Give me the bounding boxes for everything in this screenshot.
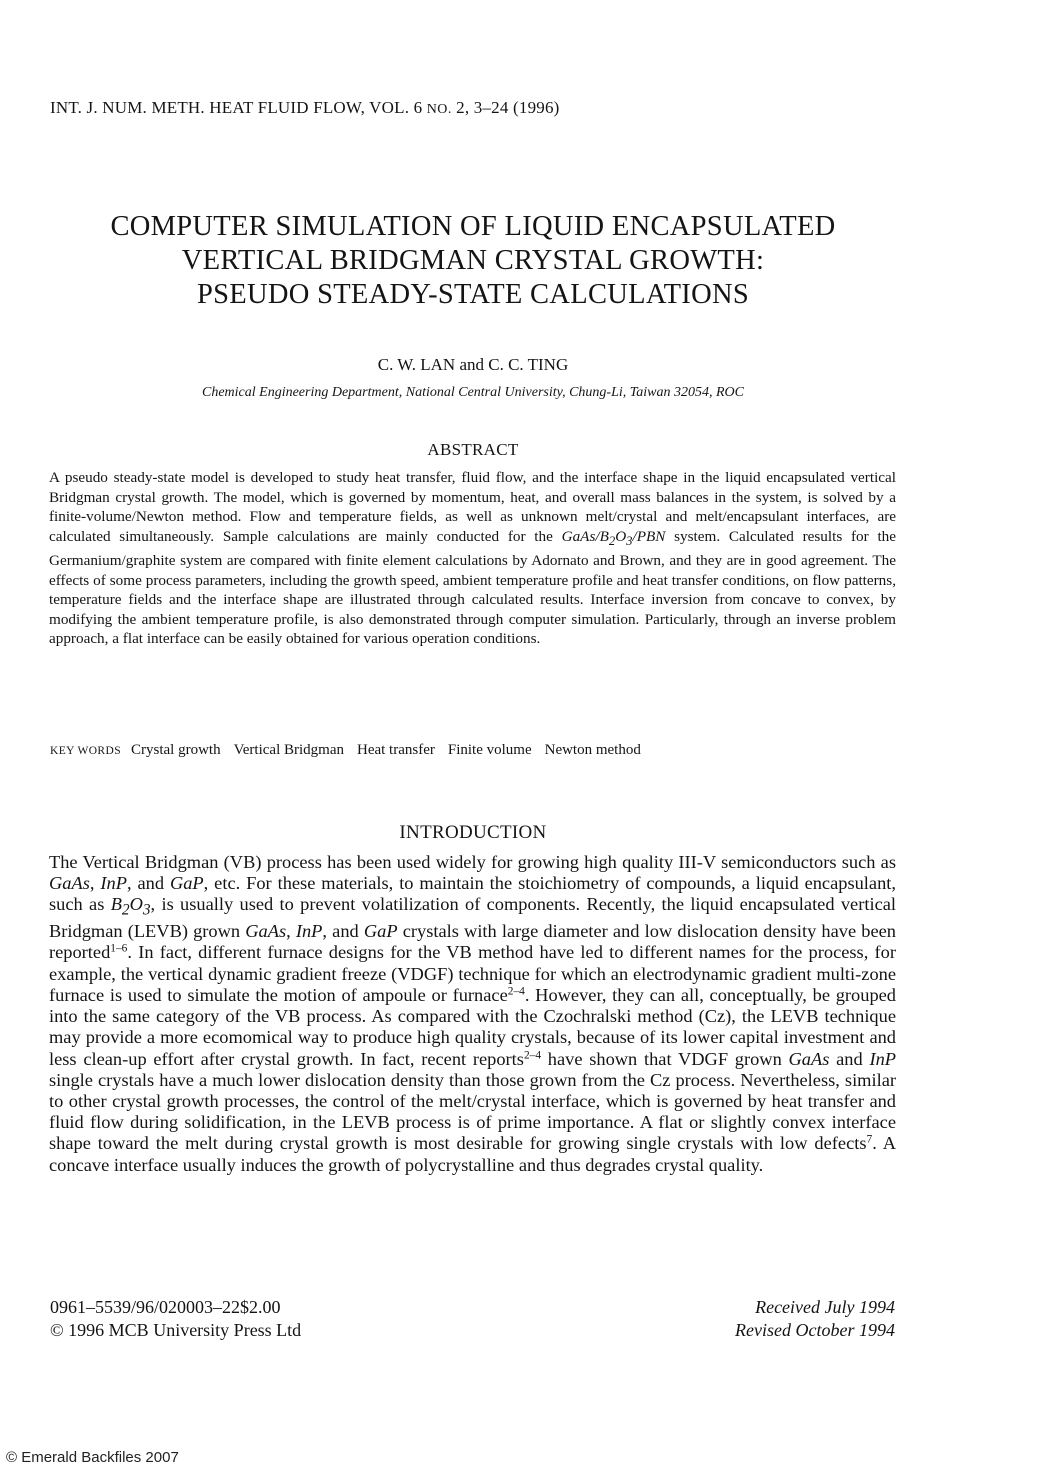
title-line-3: PSEUDO STEADY-STATE CALCULATIONS bbox=[196, 279, 749, 310]
abstract-text-part2: system. Calculated results for the Germanium/graphite system are compared with finite element calculations by Adornato and Brown, and they are in good agreement. The effects of some process parameters, including the growth speed, ambient temperature profile and heat transfer conditions, on flow patterns, temperature fields and the interface shape are illustrated through calculated results. Interface inversion from concave to convex, by modifying the ambient temperature profile, is also demonstrated through computer simulation. Particularly, through an inverse problem approach, a flat interface can be easily obtained for various operation conditions. bbox=[49, 527, 897, 648]
journal-volume: 6 bbox=[413, 98, 423, 117]
reference-superscript: 7 bbox=[866, 1134, 873, 1147]
title-line-2: VERTICAL BRIDGMAN CRYSTAL GROWTH: bbox=[181, 245, 765, 276]
journal-no-label: NO. bbox=[426, 102, 452, 117]
keyword-item: Finite volume bbox=[447, 742, 532, 758]
keyword-item: Heat transfer bbox=[356, 742, 435, 758]
footer-left bbox=[50, 1296, 301, 1342]
title-line-1: COMPUTER SIMULATION OF LIQUID ENCAPSULATED bbox=[110, 211, 836, 242]
keyword-item: Newton method bbox=[544, 742, 641, 758]
abstract-text-part1: A pseudo steady-state model is developed to study heat transfer, fluid flow, and the interface shape in the liquid encapsulated vertical Bridgman crystal growth. The model, which is governed by momentum, heat, and overall mass balances in the system, is solved by a finite-volume/Newton method. Flow and temperature fields, as well as unknown melt/crystal and melt/encapsulant interfaces, are calculated simultaneously. Sample calculations are mainly conducted for the bbox=[49, 469, 896, 545]
keyword-item: Vertical Bridgman bbox=[233, 742, 344, 758]
reference-superscript: 2–4 bbox=[507, 985, 525, 998]
introduction-heading: INTRODUCTION bbox=[399, 822, 547, 843]
abstract-heading: ABSTRACT bbox=[427, 440, 519, 459]
authors: C. W. LAN and C. C. TING bbox=[377, 355, 569, 374]
affiliation: Chemical Engineering Department, National Central University, Chung-Li, Taiwan 32054, ROC bbox=[202, 385, 744, 400]
revised-date: Revised October 1994 bbox=[735, 1320, 895, 1340]
encapsulant-formula: $B_2O_3$ bbox=[110, 894, 151, 920]
journal-citation-part1: INT. J. NUM. METH. HEAT FLUID FLOW, VOL. bbox=[50, 98, 410, 117]
footer-right bbox=[735, 1296, 895, 1342]
paper-title bbox=[40, 210, 906, 312]
watermark: © Emerald Backfiles 2007 bbox=[6, 1449, 179, 1466]
abstract-text bbox=[49, 468, 896, 649]
keyword-item: Crystal growth bbox=[131, 742, 221, 758]
keywords-label: KEY WORDS bbox=[50, 745, 122, 757]
journal-citation bbox=[50, 98, 560, 118]
issn-code: 0961–5539/96/020003–22$2.00 bbox=[50, 1297, 281, 1317]
abstract-system-formula: GaAs/$B_2O_3$/PBN bbox=[561, 527, 666, 548]
received-date: Received July 1994 bbox=[755, 1297, 895, 1317]
reference-superscript: 1–6 bbox=[110, 943, 128, 956]
introduction-text: The Vertical Bridgman (VB) process has been used widely for growing high quality III-V semiconductors such as GaAs, InP, and GaP, etc. For these materials, to maintain the stoichiometry of compounds, a liquid encapsulant, such as $B_2O_3$, is usually used to prevent volatilization of components. Recently, the liquid encapsulated vertical Bridgman (LEVB) grown GaAs, InP, and GaP crystals with large diameter and low dislocation density have been reported$^{1-6}$. In fact, different furnace designs for the VB method have led to different names for the process, for example, the vertical dynamic gradient freeze (VDGF) technique for which an electrodynamic gradient multi-zone furnace is used to simulate the motion of ampoule or furnace$^{2-4}$. However, they can all, conceptually, be grouped into the same category of the VB process. As compared with the Czochralski method (Cz), the LEVB technique may provide a more ecomomical way to produce high quality crystals, because of its lower capital investment and less clean-up effort after crystal growth. In fact, recent reports$^{2-4}$ have shown that VDGF grown GaAs and InP single crystals have a much lower dislocation density than those grown from the Cz process. Nevertheless, similar to other crystal growth processes, the control of the melt/crystal interface, which is governed by heat transfer and fluid flow during solidification, in the LEVB process is of prime importance. A flat or slightly convex interface shape toward the melt during crystal growth is most desirable for growing single crystals with low defects$^7$. A concave interface usually induces the growth of polycrystalline and thus degrades crystal quality. bbox=[49, 852, 897, 1175]
keywords bbox=[50, 742, 654, 759]
reference-superscript: 2–4 bbox=[523, 1049, 542, 1062]
journal-citation-part2: 2, 3–24 (1996) bbox=[456, 98, 560, 117]
copyright: © 1996 MCB University Press Ltd bbox=[50, 1320, 302, 1340]
